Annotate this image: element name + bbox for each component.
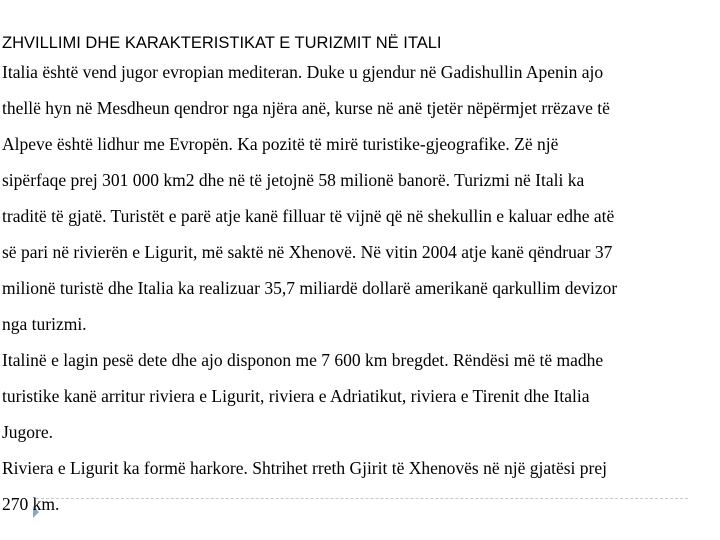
dashed-divider <box>36 498 688 499</box>
text-line: Italinë e lagin pesë dete dhe ajo disponon me 7 600 km bregdet. Rëndësi më të madhe <box>2 350 604 370</box>
text-line: së pari në rivierën e Ligurit, më saktë në Xhenovë. Në vitin 2004 atje kanë qëndruar 37 <box>2 242 613 262</box>
text-line: thellë hyn në Mesdheun qendror nga njëra anë, kurse në anë tjetër nëpërmjet rrëzave të <box>2 98 610 118</box>
document-title: ZHVILLIMI DHE KARAKTERISTIKAT E TURIZMIT NË ITALI <box>2 34 442 52</box>
text-line: Alpeve është lidhur me Evropën. Ka pozitë të mirë turistike-gjeografike. Zë një <box>2 134 559 154</box>
text-line: nga turizmi. <box>2 314 87 334</box>
text-line: 270 km. <box>2 494 60 514</box>
text-line: traditë të gjatë. Turistët e parë atje kanë filluar të vijnë që në shekullin e kaluar edhe atë <box>2 206 615 226</box>
text-line: sipërfaqe prej 301 000 km2 dhe në të jetojnë 58 milionë banorë. Turizmi në Itali ka <box>2 170 585 190</box>
text-line: Jugore. <box>2 422 54 442</box>
text-line: turistike kanë arritur riviera e Ligurit, riviera e Adriatikut, riviera e Tirenit dhe Italia <box>2 386 590 406</box>
text-line: milionë turistë dhe Italia ka realizuar 35,7 miliardë dollarë amerikanë qarkullim devizor <box>2 278 618 298</box>
text-line: Italia është vend jugor evropian mediteran. Duke u gjendur në Gadishullin Apenin ajo <box>2 62 604 82</box>
text-line: Riviera e Ligurit ka formë harkore. Shtrihet rreth Gjirit të Xhenovës në një gjatësi prej <box>2 458 608 478</box>
